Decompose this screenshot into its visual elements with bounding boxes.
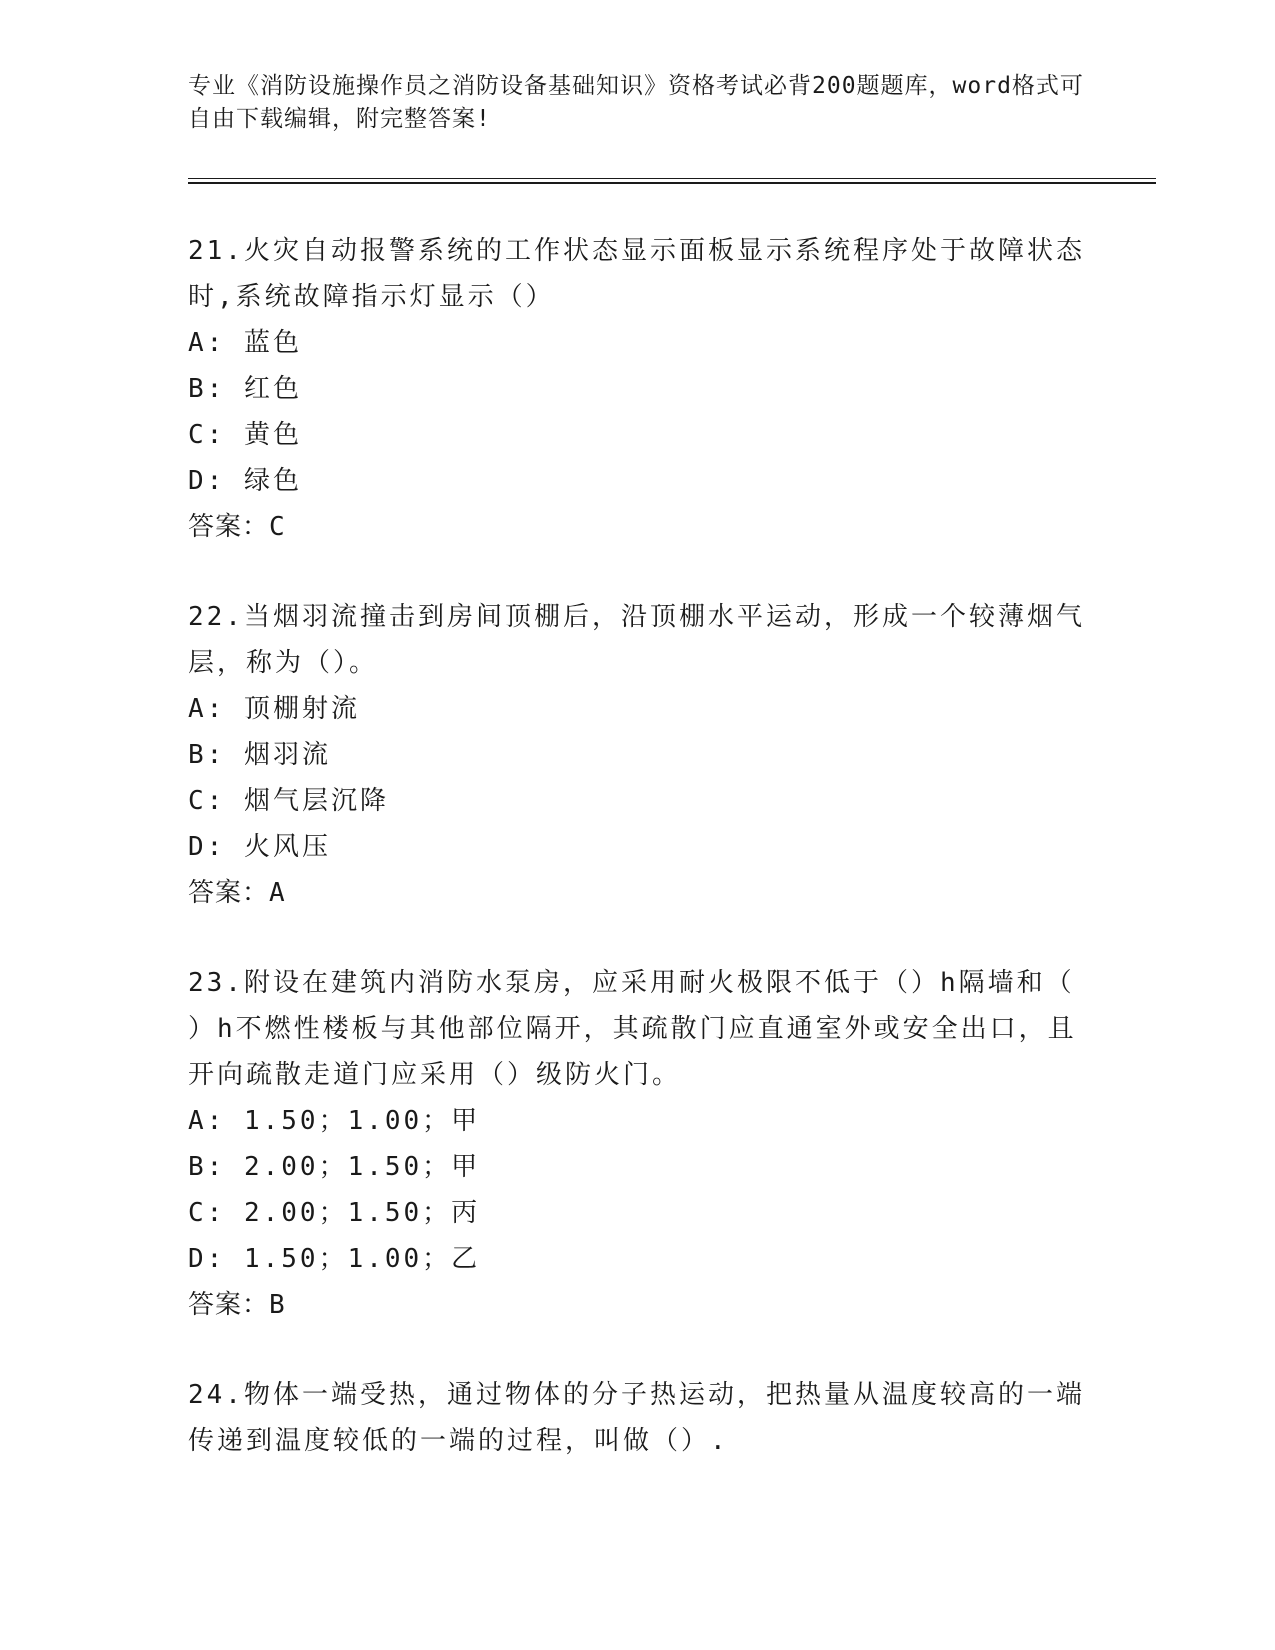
option-b: B: 红色 xyxy=(188,374,302,404)
question-line: ）h不燃性楼板与其他部位隔开，其疏散门应直通室外或安全出口，且 xyxy=(188,1014,1077,1044)
option-b: B: 2.00；1.50；甲 xyxy=(188,1152,481,1182)
question-line: 开向疏散走道门应采用（）级防火门。 xyxy=(188,1060,682,1090)
answer-23: 答案：B xyxy=(188,1290,286,1320)
option-b: B: 烟羽流 xyxy=(188,740,331,770)
question-23-text xyxy=(188,960,1088,1098)
option-d: D: 火风压 xyxy=(188,832,331,862)
question-21 xyxy=(188,228,1088,550)
option-d: D: 1.50；1.00；乙 xyxy=(188,1244,481,1274)
option-c: C: 烟气层沉降 xyxy=(188,786,389,816)
option-d: D: 绿色 xyxy=(188,466,302,496)
question-22 xyxy=(188,594,1088,916)
question-line: 传递到温度较低的一端的过程，叫做（）. xyxy=(188,1426,729,1456)
option-a: A: 1.50；1.00；甲 xyxy=(188,1106,481,1136)
question-21-text xyxy=(188,228,1088,320)
question-line: 22.当烟羽流撞击到房间顶棚后，沿顶棚水平运动，形成一个较薄烟气 xyxy=(188,602,1085,632)
question-24-text xyxy=(188,1372,1088,1464)
divider-thick-line xyxy=(188,182,1156,184)
option-a: A: 顶棚射流 xyxy=(188,694,360,724)
option-c: C: 黄色 xyxy=(188,420,302,450)
answer-21: 答案：C xyxy=(188,512,286,542)
question-line: 21.火灾自动报警系统的工作状态显示面板显示系统程序处于故障状态 xyxy=(188,236,1085,266)
answer-22: 答案：A xyxy=(188,878,286,908)
document-header xyxy=(188,70,1088,136)
option-c: C: 2.00；1.50；丙 xyxy=(188,1198,481,1228)
option-a: A: 蓝色 xyxy=(188,328,302,358)
question-line: 23.附设在建筑内消防水泵房，应采用耐火极限不低于（）h隔墙和（ xyxy=(188,968,1075,998)
header-text: 专业《消防设施操作员之消防设备基础知识》资格考试必背200题题库，word格式可自由下载编辑，附完整答案! xyxy=(188,73,1084,132)
question-24 xyxy=(188,1372,1088,1464)
question-line: 层，称为（）。 xyxy=(188,648,379,678)
question-line: 时,系统故障指示灯显示（） xyxy=(188,282,555,312)
header-divider xyxy=(188,178,1156,184)
question-line: 24.物体一端受热，通过物体的分子热运动，把热量从温度较高的一端 xyxy=(188,1380,1085,1410)
question-23 xyxy=(188,960,1088,1328)
question-22-text xyxy=(188,594,1088,686)
